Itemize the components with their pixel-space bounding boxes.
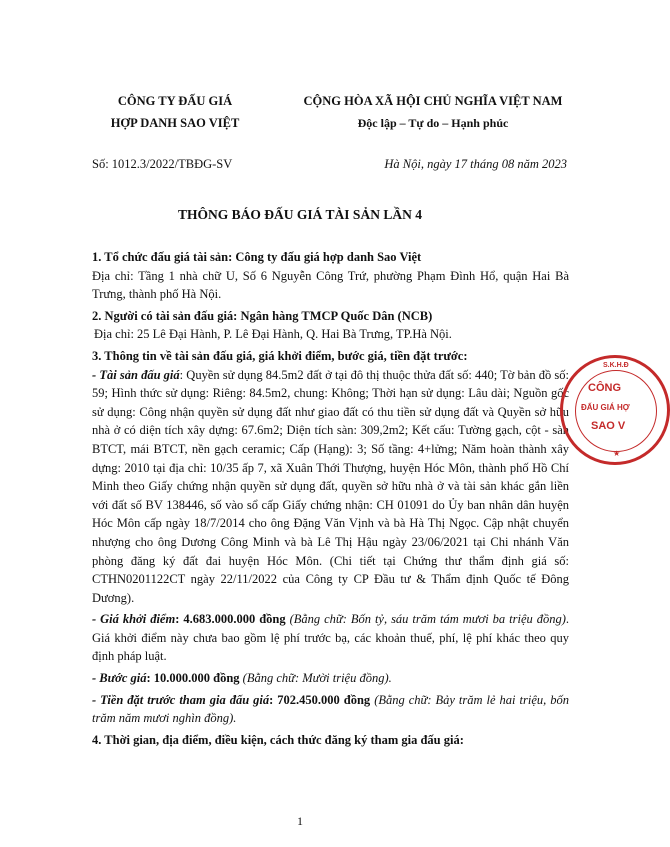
seal-text-line3: SAO V <box>591 420 626 432</box>
reference-line <box>92 157 567 172</box>
bid-step-value: 10.000.000 đồng <box>153 671 240 686</box>
nation-motto: Độc lập – Tự do – Hạnh phúc <box>357 116 509 130</box>
section4-heading: 4. Thời gian, địa điểm, điều kiện, cách thức đăng ký tham gia đấu giá: <box>92 732 464 747</box>
section1-address: Địa chỉ: Tầng 1 nhà chữ U, Số 6 Nguyễn Công Trứ, phường Phạm Đình Hổ, quận Hai Bà Trưng, thành phố Hà Nội. <box>92 268 569 302</box>
nation-name: CỘNG HÒA XÃ HỘI CHỦ NGHĨA VIỆT NAM <box>303 94 563 108</box>
start-price-words: (Bằng chữ: Bốn tỷ, sáu trăm tám mươi ba triệu đồng) <box>289 612 566 627</box>
bid-step-label: - Bước giá <box>92 671 147 686</box>
seal-text-line1: CÔNG <box>588 382 621 394</box>
company-name-line1: CÔNG TY ĐẤU GIÁ <box>117 94 233 108</box>
section3-heading: 3. Thông tin về tài sản đấu giá, giá khởi điểm, bước giá, tiền đặt trước: <box>92 348 468 363</box>
document-title: THÔNG BÁO ĐẤU GIÁ TÀI SẢN LẦN 4 <box>178 207 422 222</box>
deposit-paragraph: - Tiền đặt trước tham gia đấu giá: 702.450.000 đồng (Bằng chữ: Bảy trăm lẻ hai triệu, bốn trăm năm mươi nghìn đồng). <box>92 692 569 726</box>
asset-paragraph <box>92 366 569 608</box>
section1-heading: 1. Tổ chức đấu giá tài sản: Công ty đấu giá hợp danh Sao Việt <box>92 250 422 264</box>
bid-step-words: (Bằng chữ: Mười triệu đồng). <box>242 671 392 686</box>
seal-star-icon: ★ <box>613 449 621 458</box>
section2-heading: 2. Người có tài sản đấu giá: Ngân hàng TMCP Quốc Dân (NCB) <box>92 308 433 323</box>
company-name-block <box>100 90 250 134</box>
deposit-words: (Bằng chữ: Bảy trăm lẻ hai triệu, bốn trăm năm mươi nghìn đồng). <box>92 692 569 726</box>
asset-description: : Quyền sử dụng 84.5m2 đất ở tại đô thị thuộc thửa đất số: 440; Tờ bản đồ số: 59; Hình thức sử dụng: Riêng: 84.5m2, chung: Không; Thời hạn sử dụng: Lâu dài; Nguồn gốc sử dụng: Công nhận quyền sử dụng đất như giao đất có thu tiền sử dụng đất và Quyền sở hữu nhà ở có diện tích xây dựng: 67.6m2; Diện tích sàn: 309,2m2; Kết cấu: Tường gạch, cột - sàn BTCT, mái BTCT, nền gạch ceramic; Cấp (Hạng): 3; Số tầng: 4+lửng; Năm hoàn thành xây dựng: 2010 tại địa chỉ: 10/35 ấp 7, xã Xuân Thới Thượng, huyện Hóc Môn, thành phố Hồ Chí Minh theo Giấy chứng nhận quyền sử dụng đất, quyền sở hữu nhà ở và tài sản khác gắn liền với đất số BV 138446, số vào sổ cấp Giấy chứng nhận: CH 01091 do Ủy ban nhân dân huyện Hóc Môn cấp ngày 18/7/2014 cho ông Đặng Văn Vịnh và bà Hà Thị Ngọc. Cập nhật chuyển nhượng cho ông Dương Công Minh và bà Lê Thị Hậu ngày 23/06/2021 tại Chi nhánh Văn phòng đăng ký đất đai huyện Hóc Môn. (Chi tiết tại Chứng thư thẩm định giá số: CTHN0201122CT ngày 22/11/2022 của Công ty CP Đầu tư & Thẩm định Quốc tế Đông Dương). <box>92 367 569 605</box>
asset-label: - Tài sản đấu giá <box>92 367 180 382</box>
document-body <box>92 245 569 749</box>
deposit-label: - Tiền đặt trước tham gia đấu giá <box>92 692 270 707</box>
document-date: Hà Nội, ngày 17 tháng 08 năm 2023 <box>384 157 567 171</box>
seal-top-text: S.K.H.Đ <box>603 362 629 369</box>
bid-step-paragraph: - Bước giá: 10.000.000 đồng (Bằng chữ: Mười triệu đồng). <box>92 671 392 686</box>
page-number: 1 <box>297 814 303 828</box>
national-motto-block <box>283 90 583 134</box>
section2-address: Địa chỉ: 25 Lê Đại Hành, P. Lê Đại Hành, Q. Hai Bà Trưng, TP.Hà Nội. <box>94 327 452 342</box>
reference-number: Số: 1012.3/2022/TBĐG-SV <box>92 157 233 171</box>
start-price-value: 4.683.000.000 đồng <box>183 612 286 627</box>
deposit-value: 702.450.000 đồng <box>277 692 371 707</box>
start-price-label: - Giá khởi điểm <box>92 612 176 627</box>
start-price-note: . Giá khởi điểm này chưa bao gồm lệ phí trước bạ, các khoản thuế, phí, lệ phí khác theo quy định pháp luật. <box>92 612 569 664</box>
seal-text-line2: ĐẤU GIÁ HỢ <box>581 403 630 412</box>
start-price-paragraph: - Giá khởi điểm: 4.683.000.000 đồng (Bằng chữ: Bốn tỷ, sáu trăm tám mươi ba triệu đồng). Giá khởi điểm này chưa bao gồm lệ phí trước bạ, các khoản thuế, phí, lệ phí khác theo quy định pháp luật. <box>92 612 569 664</box>
company-seal-stamp <box>560 355 670 465</box>
company-name-line2: HỢP DANH SAO VIỆT <box>110 116 240 130</box>
